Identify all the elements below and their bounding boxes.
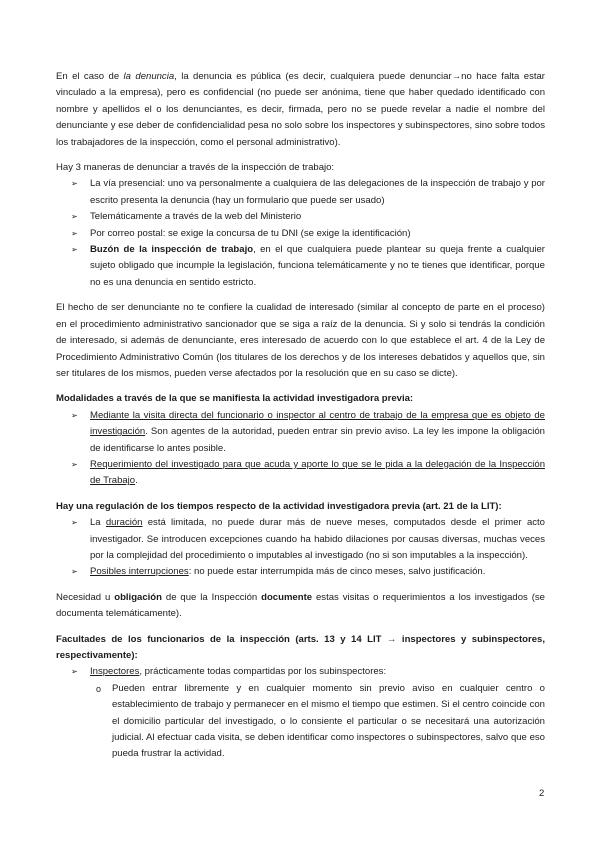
italic-term: la denuncia	[123, 71, 175, 82]
list-item-text: Telemáticamente a través de la web del Ministerio	[90, 211, 302, 223]
list-item	[56, 242, 545, 291]
list-item	[56, 209, 545, 225]
arrow-bullet-icon: ➢	[71, 179, 78, 189]
paragraph-denuncia	[56, 69, 545, 151]
underlined-term: Posibles interrupciones	[90, 566, 189, 578]
list-item-text: , prácticamente todas compartidas por los subinspectores:	[139, 666, 387, 678]
list-item	[56, 457, 545, 490]
list-item-text: : no puede estar interrumpida más de cinco meses, salvo justificación.	[188, 566, 486, 578]
list-item	[56, 564, 545, 580]
arrow-bullet-icon: ➢	[71, 410, 78, 420]
text-span: de que la Inspección	[161, 591, 262, 603]
text-span: estas visitas o requerimientos a los investigados (se documenta telemáticamente).	[56, 591, 545, 620]
list-facultades	[56, 664, 545, 680]
list-item	[56, 515, 545, 564]
list-item	[56, 664, 545, 680]
list-item	[56, 176, 545, 209]
arrow-bullet-icon: ➢	[71, 459, 78, 469]
underlined-term: Inspectores	[90, 666, 140, 678]
sublist-inspectores	[56, 681, 545, 763]
paragraph-documentacion	[56, 590, 545, 623]
page-number: 2	[539, 788, 545, 799]
bold-term: obligación	[114, 591, 162, 603]
list-maneras-denunciar	[56, 176, 545, 291]
text-span: , la denuncia es pública (es decir, cualquiera puede denunciar→no hace falta estar vinculado a la empresa), pero es confidencial (no puede ser anónima, tiene que haber quedado identificado con nombre y apellidos el o los denunciantes, es decir, firmada, pero no se puede revelar a nadie el nombre del denunciante y ese deber de confidencialidad pesa no solo sobre los inspectores y subinspectores, sino sobre todos los trabajadores de la inspección, como el personal administrativo).	[56, 71, 545, 148]
list-item-text: Por correo postal: se exige la concursa de tu DNI (se exige la identificación)	[90, 227, 411, 239]
underlined-term: duración	[105, 517, 143, 529]
sublist-item	[56, 681, 545, 763]
sublist-item-text: Pueden entrar libremente y en cualquier momento sin previo aviso en cualquier centro o establecimiento de trabajo y permanecer en el mismo el tiempo que estimen. Si el centro coincide con el domicilio particular del investigado, o lo consiente el particular o se necesitará una autorización judicial. Al efectuar cada visita, se deben identificar como inspectores o subinspectores, salvo que eso pueda frustrar la actividad.	[112, 682, 545, 760]
arrow-bullet-icon: ➢	[71, 245, 78, 255]
text-span: En el caso de	[56, 71, 124, 82]
underlined-term: Mediante la visita directa del funcionario o inspector al centro de trabajo de la empresa que es objeto de investigación	[90, 409, 545, 438]
list-modalidades	[56, 408, 545, 490]
bold-term: documente	[261, 591, 313, 603]
arrow-bullet-icon: ➢	[71, 228, 78, 238]
document-page	[56, 69, 545, 763]
heading-modalidades: Modalidades a través de la que se manifiesta la actividad investigadora previa:	[56, 393, 414, 405]
paragraph-interesado: El hecho de ser denunciante no te confiere la cualidad de interesado (similar al concepto de parte en el proceso) en el procedimiento administrativo sancionador que se siga a raíz de la denuncia. Si y solo si tendrás la condición de interesado, si además de denunciante, eres interesado de acuerdo con lo que establece el art. 4 de la Ley de Procedimiento Administrativo Común (los titulares de los derechos y de los intereses debatidos y aquellos que, sin ser titulares de los mismos, pueden verse afectados por la resolución que en su caso se dicte).	[56, 302, 545, 379]
list-item-text: .	[135, 475, 138, 487]
list-item-text: . Son agentes de la autoridad, pueden entrar sin previo aviso. La ley les impone la obligación de identificarse lo antes posible.	[90, 426, 545, 454]
arrow-bullet-icon: ➢	[71, 567, 78, 577]
text-span: Necesidad u	[56, 591, 115, 603]
list-item-text: está limitada, no puede durar más de nueve meses, computados desde el primer acto investigador. Se introducen excepciones cuando ha habido dilaciones por causas diversas, muchas veces por la complejidad del procedimiento o imputables al investigado (no si son imputables a la inspección).	[90, 517, 545, 561]
paragraph-maneras: Hay 3 maneras de denunciar a través de la inspección de trabajo:	[56, 162, 335, 174]
bold-term: Buzón de la inspección de trabajo	[90, 244, 254, 256]
heading-regulacion-tiempos: Hay una regulación de los tiempos respecto de la actividad investigadora previa (art. 21 de la LIT):	[56, 500, 502, 512]
heading-facultades: Facultades de los funcionarios de la inspección (arts. 13 y 14 LIT → inspectores y subinspectores, respectivamente):	[56, 633, 545, 661]
arrow-bullet-icon: ➢	[71, 518, 78, 528]
arrow-bullet-icon: ➢	[71, 212, 78, 222]
list-item-text: , en el que cualquiera puede plantear su queja frente a cualquier sujeto obligado que incumple la legislación, funciona telemáticamente y no te tienes que identificar, porque no es una denuncia en sentido estricto.	[90, 244, 545, 288]
circle-bullet-icon: o	[96, 683, 102, 694]
arrow-bullet-icon: ➢	[71, 667, 78, 677]
list-item-text: La	[90, 517, 106, 529]
list-tiempos	[56, 515, 545, 581]
list-item	[56, 226, 545, 242]
list-item-text: La vía presencial: uno va personalmente a cualquiera de las delegaciones de la inspección de trabajo y por escrito presenta la denuncia (hay un formulario que puede ser usado)	[90, 178, 545, 206]
underlined-term: Requerimiento del investigado para que acuda y aporte lo que se le pida a la delegación de la Inspección de Trabajo	[90, 458, 545, 487]
list-item	[56, 408, 545, 457]
